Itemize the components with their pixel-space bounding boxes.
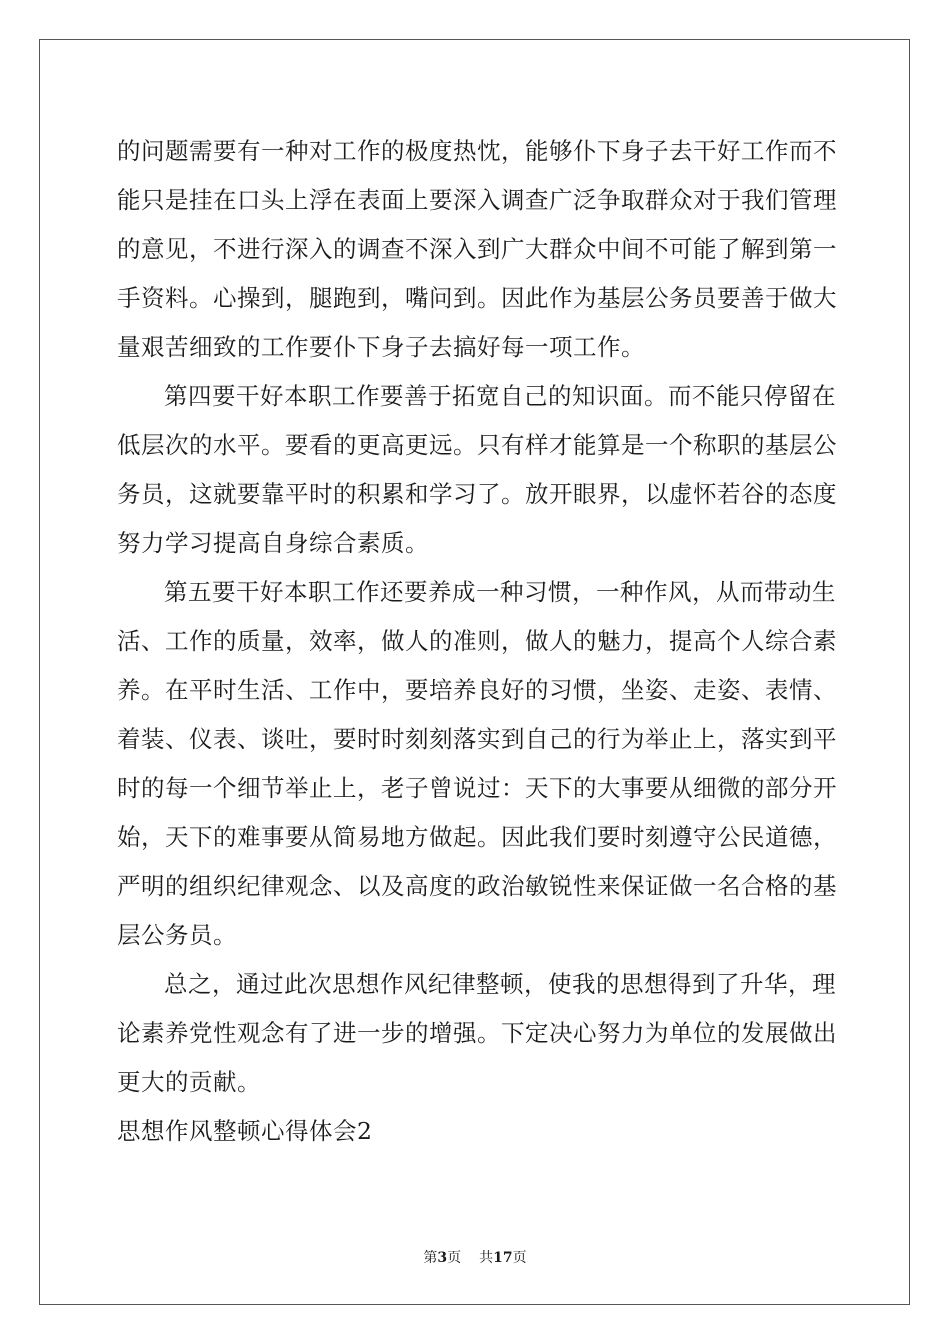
document-body xyxy=(117,127,835,1156)
total-suffix: 页 xyxy=(512,1250,527,1266)
page-number xyxy=(423,1250,461,1266)
text-line: 务员，这就要靠平时的积累和学习了。放开眼界，以虚怀若谷的态度 xyxy=(117,480,837,508)
text-line: 严明的组织纪律观念、以及高度的政治敏锐性来保证做一名合格的基 xyxy=(117,872,837,900)
text-line: 手资料。心操到，腿跑到，嘴问到。因此作为基层公务员要善于做大 xyxy=(117,284,837,312)
text-line: 第五要干好本职工作还要养成一种习惯，一种作风，从而带动生 xyxy=(164,578,836,606)
text-line: 的问题需要有一种对工作的极度热忱，能够仆下身子去干好工作而不 xyxy=(117,137,837,165)
text-line: 总之，通过此次思想作风纪律整顿，使我的思想得到了升华，理 xyxy=(164,970,836,998)
page-prefix: 第 xyxy=(423,1250,438,1266)
text-line: 论素养党性观念有了进一步的增强。下定决心努力为单位的发展做出 xyxy=(117,1019,837,1047)
text-line: 时的每一个细节举止上，老子曾说过：天下的大事要从细微的部分开 xyxy=(117,774,837,802)
text-line: 着装、仪表、谈吐，要时时刻刻落实到自己的行为举止上，落实到平 xyxy=(117,725,837,753)
section-heading: 思想作风整顿心得体会2 xyxy=(117,1117,373,1145)
total-num: 17 xyxy=(493,1250,513,1266)
text-line: 的意见，不进行深入的调查不深入到广大群众中间不可能了解到第一 xyxy=(117,235,837,263)
paragraph xyxy=(117,127,835,372)
text-line: 更大的贡献。 xyxy=(117,1068,261,1096)
text-line: 养。在平时生活、工作中，要培养良好的习惯，坐姿、走姿、表情、 xyxy=(117,676,837,704)
total-prefix: 共 xyxy=(479,1250,494,1266)
page-suffix: 页 xyxy=(447,1250,462,1266)
page-num: 3 xyxy=(437,1250,448,1266)
paragraph xyxy=(117,960,835,1107)
paragraph xyxy=(117,568,835,960)
text-line: 活、工作的质量，效率，做人的准则，做人的魅力，提高个人综合素 xyxy=(117,627,837,655)
text-line: 第四要干好本职工作要善于拓宽自己的知识面。而不能只停留在 xyxy=(164,382,836,410)
paragraph-list xyxy=(117,127,835,1107)
text-line: 量艰苦细致的工作要仆下身子去搞好每一项工作。 xyxy=(117,333,645,361)
total-pages xyxy=(479,1250,526,1266)
text-line: 层公务员。 xyxy=(117,921,237,949)
paragraph xyxy=(117,372,835,568)
page-footer xyxy=(0,1247,950,1267)
text-line: 低层次的水平。要看的更高更远。只有样才能算是一个称职的基层公 xyxy=(117,431,837,459)
text-line: 始，天下的难事要从简易地方做起。因此我们要时刻遵守公民道德， xyxy=(117,823,837,851)
text-line: 努力学习提高自身综合素质。 xyxy=(117,529,429,557)
text-line: 能只是挂在口头上浮在表面上要深入调查广泛争取群众对于我们管理 xyxy=(117,186,837,214)
